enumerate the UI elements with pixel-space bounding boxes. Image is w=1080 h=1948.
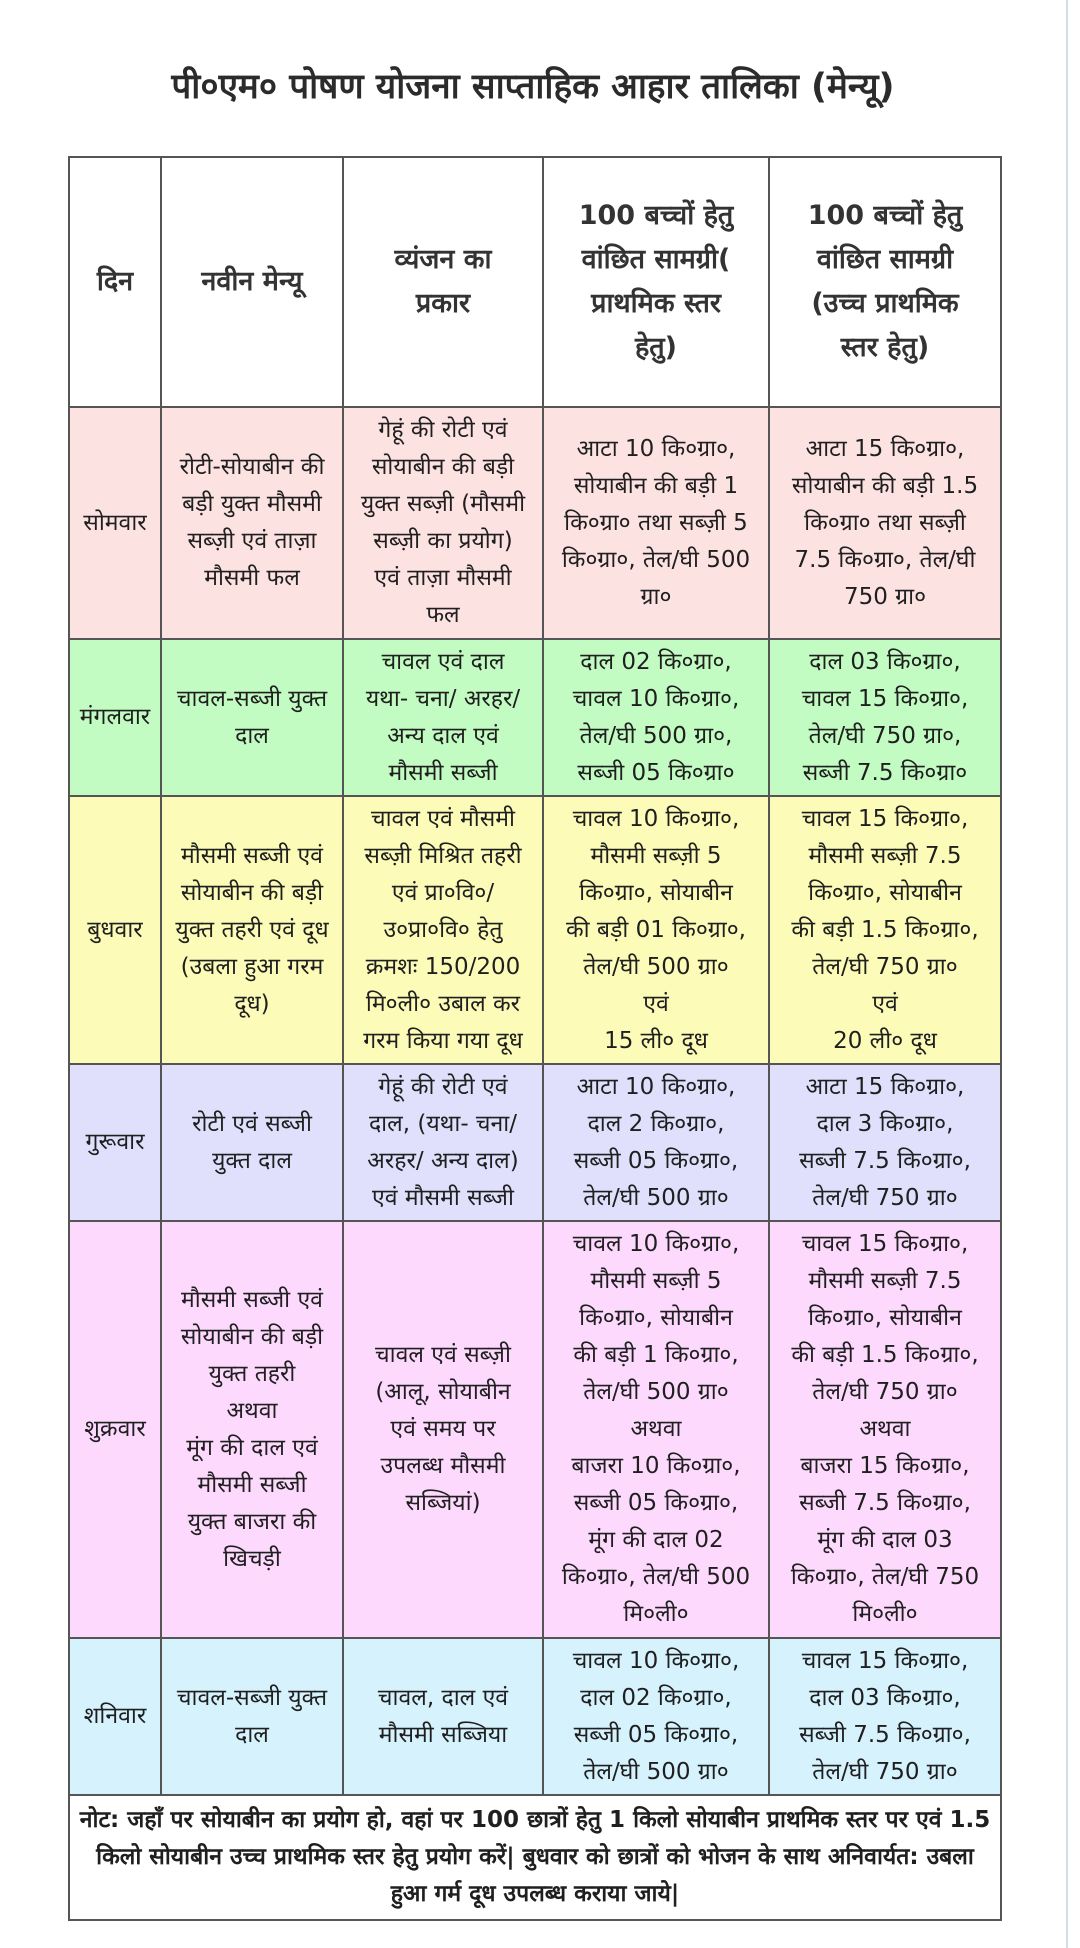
header-upper-primary-qty: 100 बच्चों हेतु वांछित सामग्री (उच्च प्राथमिक स्तर हेतु) [769,157,1001,407]
dish-cell: गेहूं की रोटी एवं दाल, (यथा- चना/ अरहर/ अन्य दाल) एवं मौसमी सब्जी [343,1064,543,1221]
menu-cell: मौसमी सब्जी एवं सोयाबीन की बड़ी युक्त तहरी अथवा मूंग की दाल एवं मौसमी सब्जी युक्त बाजरा की खिचड़ी [161,1221,343,1638]
day-cell: गुरूवार [69,1064,161,1221]
primary-qty-cell: चावल 10 कि०ग्रा०, मौसमी सब्ज़ी 5 कि०ग्रा०, सोयाबीन की बड़ी 01 कि०ग्रा०, तेल/घी 500 ग्रा० एवं 15 ली० दूध [543,796,769,1064]
upper-qty-cell: चावल 15 कि०ग्रा०, मौसमी सब्ज़ी 7.5 कि०ग्रा०, सोयाबीन की बड़ी 1.5 कि०ग्रा०, तेल/घी 750 ग्रा० एवं 20 ली० दूध [769,796,1001,1064]
table-row [69,639,1001,796]
dish-cell: चावल, दाल एवं मौसमी सब्जिया [343,1638,543,1795]
table-row [69,796,1001,1064]
header-new-menu: नवीन मेन्यू [161,157,343,407]
day-cell: शुक्रवार [69,1221,161,1638]
table-row [69,1638,1001,1795]
header-primary-qty: 100 बच्चों हेतु वांछित सामग्री( प्राथमिक स्तर हेतु) [543,157,769,407]
header-row [69,157,1001,407]
menu-cell: चावल-सब्जी युक्त दाल [161,1638,343,1795]
day-cell: बुधवार [69,796,161,1064]
header-day: दिन [69,157,161,407]
dish-cell: चावल एवं दाल यथा- चना/ अरहर/ अन्य दाल एवं मौसमी सब्जी [343,639,543,796]
menu-cell: चावल-सब्जी युक्त दाल [161,639,343,796]
dish-cell: चावल एवं मौसमी सब्ज़ी मिश्रित तहरी एवं प्रा०वि०/ उ०प्रा०वि० हेतु क्रमशः 150/200 मि०ली० उबाल कर गरम किया गया दूध [343,796,543,1064]
upper-qty-cell: दाल 03 कि०ग्रा०, चावल 15 कि०ग्रा०, तेल/घी 750 ग्रा०, सब्जी 7.5 कि०ग्रा० [769,639,1001,796]
table-row [69,1221,1001,1638]
page-edge-rule [1066,0,1068,1948]
page-title: पी०एम० पोषण योजना साप्ताहिक आहार तालिका (मेन्यू) [171,67,895,107]
table-row [69,1064,1001,1221]
weekly-menu-table [68,156,1002,1921]
upper-qty-cell: चावल 15 कि०ग्रा०, मौसमी सब्ज़ी 7.5 कि०ग्रा०, सोयाबीन की बड़ी 1.5 कि०ग्रा०, तेल/घी 750 ग्रा० अथवा बाजरा 15 कि०ग्रा०, सब्जी 7.5 कि०ग्रा०, मूंग की दाल 03 कि०ग्रा०, तेल/घी 750 मि०ली० [769,1221,1001,1638]
note-row [69,1795,1001,1920]
menu-cell: मौसमी सब्जी एवं सोयाबीन की बड़ी युक्त तहरी एवं दूध (उबला हुआ गरम दूध) [161,796,343,1064]
day-cell: सोमवार [69,407,161,639]
dish-cell: गेहूं की रोटी एवं सोयाबीन की बड़ी युक्त सब्ज़ी (मौसमी सब्ज़ी का प्रयोग) एवं ताज़ा मौसमी फल [343,407,543,639]
day-cell: मंगलवार [69,639,161,796]
primary-qty-cell: चावल 10 कि०ग्रा०, मौसमी सब्ज़ी 5 कि०ग्रा०, सोयाबीन की बड़ी 1 कि०ग्रा०, तेल/घी 500 ग्रा० अथवा बाजरा 10 कि०ग्रा०, सब्जी 05 कि०ग्रा०, मूंग की दाल 02 कि०ग्रा०, तेल/घी 500 मि०ली० [543,1221,769,1638]
menu-cell: रोटी-सोयाबीन की बड़ी युक्त मौसमी सब्ज़ी एवं ताज़ा मौसमी फल [161,407,343,639]
primary-qty-cell: आटा 10 कि०ग्रा०, दाल 2 कि०ग्रा०, सब्जी 05 कि०ग्रा०, तेल/घी 500 ग्रा० [543,1064,769,1221]
table-row [69,407,1001,639]
menu-cell: रोटी एवं सब्जी युक्त दाल [161,1064,343,1221]
upper-qty-cell: चावल 15 कि०ग्रा०, दाल 03 कि०ग्रा०, सब्जी 7.5 कि०ग्रा०, तेल/घी 750 ग्रा० [769,1638,1001,1795]
day-cell: शनिवार [69,1638,161,1795]
dish-cell: चावल एवं सब्ज़ी (आलू, सोयाबीन एवं समय पर उपलब्ध मौसमी सब्जियां) [343,1221,543,1638]
note-text: नोट: जहाँ पर सोयाबीन का प्रयोग हो, वहां पर 100 छात्रों हेतु 1 किलो सोयाबीन प्राथमिक स्तर पर एवं 1.5 किलो सोयाबीन उच्च प्राथमिक स्तर हेतु प्रयोग करें| बुधवार को छात्रों को भोजन के साथ अनिवार्यत: उबला हुआ गर्म दूध उपलब्ध कराया जाये| [69,1795,1001,1920]
upper-qty-cell: आटा 15 कि०ग्रा०, दाल 3 कि०ग्रा०, सब्जी 7.5 कि०ग्रा०, तेल/घी 750 ग्रा० [769,1064,1001,1221]
primary-qty-cell: आटा 10 कि०ग्रा०, सोयाबीन की बड़ी 1 कि०ग्रा० तथा सब्ज़ी 5 कि०ग्रा०, तेल/घी 500 ग्रा० [543,407,769,639]
primary-qty-cell: दाल 02 कि०ग्रा०, चावल 10 कि०ग्रा०, तेल/घी 500 ग्रा०, सब्जी 05 कि०ग्रा० [543,639,769,796]
upper-qty-cell: आटा 15 कि०ग्रा०, सोयाबीन की बड़ी 1.5 कि०ग्रा० तथा सब्ज़ी 7.5 कि०ग्रा०, तेल/घी 750 ग्रा० [769,407,1001,639]
header-dish-type: व्यंजन का प्रकार [343,157,543,407]
primary-qty-cell: चावल 10 कि०ग्रा०, दाल 02 कि०ग्रा०, सब्जी 05 कि०ग्रा०, तेल/घी 500 ग्रा० [543,1638,769,1795]
